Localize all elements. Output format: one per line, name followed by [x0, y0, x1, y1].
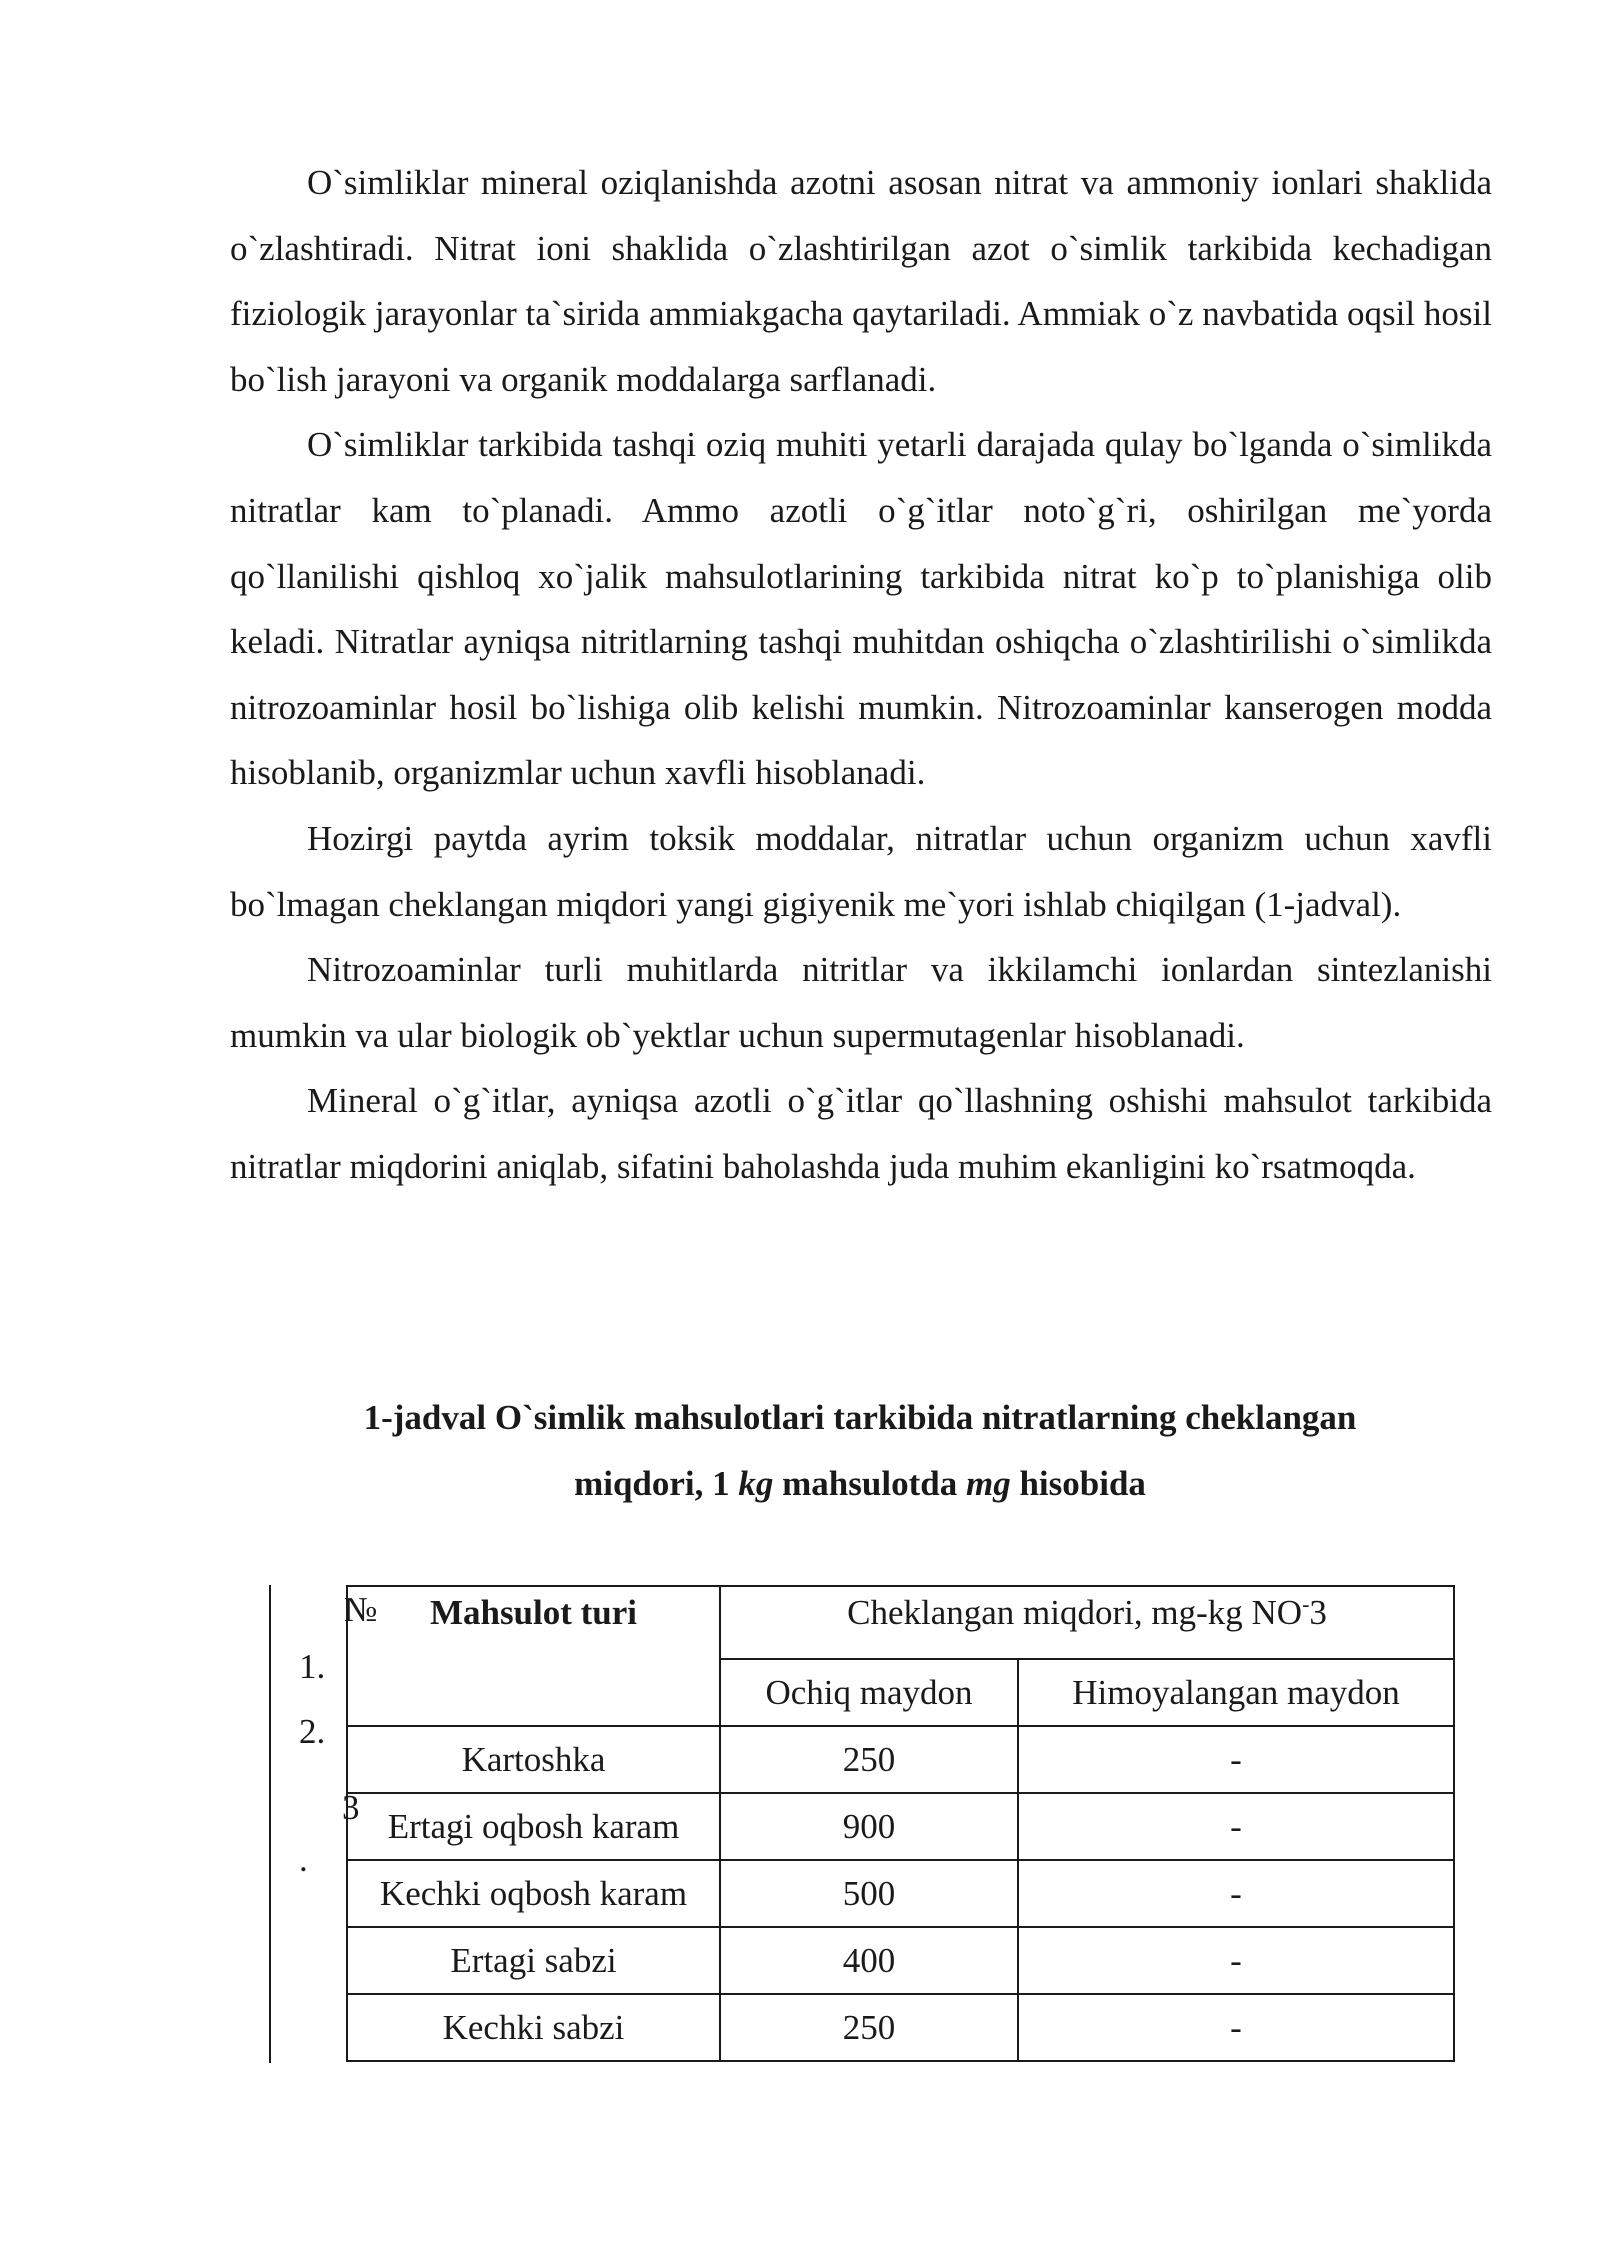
- cell-product: Ertagi oqbosh karam: [347, 1793, 720, 1860]
- cell-product: Ertagi sabzi: [347, 1927, 720, 1994]
- header-product-type: Mahsulot turi: [347, 1586, 720, 1726]
- row-number: .: [299, 1840, 308, 1879]
- paragraph-3: Hozirgi paytda ayrim toksik moddalar, nitratlar uchun organizm uchun xavfli bo`lmagan cheklangan miqdori yangi gigiyenik me`yori ishlab chiqilgan (1-jadval).: [230, 818, 1492, 924]
- caption-text: mahsulotda: [773, 1464, 966, 1503]
- cell-protected: -: [1018, 1860, 1454, 1927]
- cell-open: 400: [720, 1927, 1018, 1994]
- paragraph-2: O`simliklar tarkibida tashqi oziq muhiti yetarli darajada qulay bo`lganda o`simlikda nitratlar kam to`planadi. Ammo azotli o`g`itlar noto`g`ri, oshirilgan me`yorda qo`llanilishi qishloq xo`jalik mahsulotlarining tarkibida nitrat ko`p to`planishiga olib keladi. Nitratlar ayniqsa nitritlarning tashqi muhitdan oshiqcha o`zlashtirilishi o`simlikda nitrozoaminlar hosil bo`lishiga olib kelishi mumkin. Nitrozoaminlar kanserogen modda hisoblanib, organizmlar uchun xavfli hisoblanadi.: [230, 425, 1492, 793]
- cell-protected: -: [1018, 1994, 1454, 2061]
- cell-open: 250: [720, 1994, 1018, 2061]
- caption-unit-mg: mg: [965, 1464, 1011, 1503]
- caption-line-2: [300, 1451, 1420, 1517]
- cell-open: 500: [720, 1860, 1018, 1927]
- cell-open: 900: [720, 1793, 1018, 1860]
- number-sign-header: №: [344, 1590, 378, 1629]
- table-row: [347, 1793, 1454, 1860]
- cell-product: Kartoshka: [347, 1726, 720, 1793]
- cell-open: 250: [720, 1726, 1018, 1793]
- cell-product: Kechki sabzi: [347, 1994, 720, 2061]
- caption-line-1: 1-jadval O`simlik mahsulotlari tarkibida nitratlarning cheklangan: [363, 1398, 1357, 1437]
- nitrate-limits-table: [346, 1585, 1455, 2062]
- caption-unit-kg: kg: [738, 1464, 774, 1503]
- header-protected-field: Himoyalangan maydon: [1018, 1659, 1454, 1726]
- cell-product: Kechki oqbosh karam: [347, 1860, 720, 1927]
- header-limit-sup: -: [1302, 1591, 1310, 1617]
- header-limit-group: [720, 1586, 1454, 1659]
- table-row: [347, 1994, 1454, 2061]
- paragraph-5: Mineral o`g`itlar, ayniqsa azotli o`g`itlar qo`llashning oshishi mahsulot tarkibida nitratlar miqdorini aniqlab, sifatini baholashda juda muhim ekanligini ko`rsatmoqda.: [230, 1081, 1492, 1186]
- paragraph-4: Nitrozoaminlar turli muhitlarda nitritlar va ikkilamchi ionlardan sintezlanishi mumkin va ular biologik ob`yektlar uchun supermutagenlar hisoblanadi.: [230, 950, 1492, 1055]
- table-caption: [300, 1385, 1420, 1517]
- body-text: [230, 150, 1492, 1200]
- caption-text: hisobida: [1010, 1464, 1146, 1503]
- header-open-field: Ochiq maydon: [720, 1659, 1018, 1726]
- table-row: [347, 1726, 1454, 1793]
- header-limit-sub: 3: [1309, 1593, 1327, 1632]
- table-row: [347, 1860, 1454, 1927]
- row-number: 2.: [299, 1712, 326, 1751]
- row-number: 3: [342, 1788, 360, 1827]
- paragraph-1: O`simliklar mineral oziqlanishda azotni asosan nitrat va ammoniy ionlari shaklida o`zlashtiradi. Nitrat ioni shaklida o`zlashtirilgan azot o`simlik tarkibida kechadigan fiziologik jarayonlar ta`sirida ammiakgacha qaytariladi. Ammiak o`z navbatida oqsil hosil bo`lish jarayoni va organik moddalarga sarflanadi.: [230, 163, 1492, 399]
- cell-protected: -: [1018, 1793, 1454, 1860]
- row-number-column: [269, 1585, 348, 2063]
- table-row: [347, 1927, 1454, 1994]
- table-header-row: [347, 1586, 1454, 1659]
- header-limit-text: Cheklangan miqdori, mg-kg NO: [847, 1593, 1303, 1632]
- row-number: 1.: [299, 1647, 326, 1686]
- cell-protected: -: [1018, 1927, 1454, 1994]
- cell-protected: -: [1018, 1726, 1454, 1793]
- caption-text: miqdori, 1: [574, 1464, 739, 1503]
